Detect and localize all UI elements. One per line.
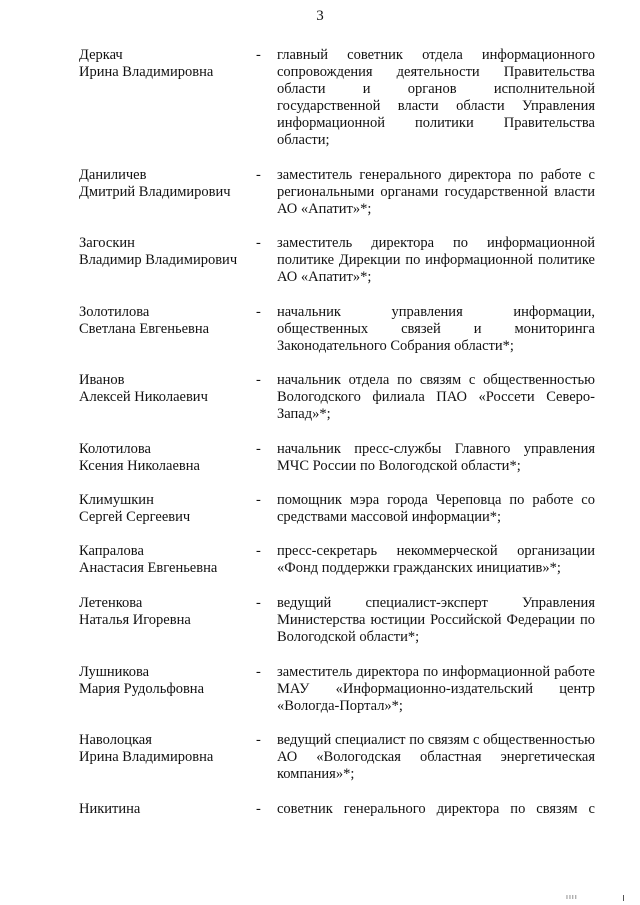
given-names: Анастасия Евгеньевна xyxy=(79,560,218,576)
surname: Никитина xyxy=(79,801,141,817)
dash-separator: - xyxy=(256,304,261,320)
surname: Загоскин xyxy=(79,235,135,251)
given-names: Ксения Николаевна xyxy=(79,458,200,474)
given-names: Ирина Владимировна xyxy=(79,749,214,765)
person-name xyxy=(79,372,254,406)
surname: Колотилова xyxy=(79,441,151,457)
dash-separator: - xyxy=(256,801,261,817)
given-names: Наталья Игоревна xyxy=(79,612,191,628)
person-name xyxy=(79,732,254,766)
position-description: ведущий специалист-эксперт Управления Министерства юстиции Российской Федерации по Вологодской области*; xyxy=(277,595,595,645)
dash-separator: - xyxy=(256,235,261,251)
dash-separator: - xyxy=(256,492,261,508)
given-names: Сергей Сергеевич xyxy=(79,509,191,525)
scan-mark: ıııı xyxy=(566,893,578,901)
person-name xyxy=(79,441,254,475)
person-name xyxy=(79,304,254,338)
position-description: ведущий специалист по связям с общественностью АО «Вологодская областная энергетическая компания»*; xyxy=(277,732,595,782)
position-description: начальник управления информации, общественных связей и мониторинга Законодательного Собрания области*; xyxy=(277,304,595,354)
given-names: Алексей Николаевич xyxy=(79,389,208,405)
person-name xyxy=(79,801,254,818)
surname: Даниличев xyxy=(79,167,147,183)
given-names: Светлана Евгеньевна xyxy=(79,321,210,337)
person-name xyxy=(79,235,254,269)
dash-separator: - xyxy=(256,167,261,183)
surname: Капралова xyxy=(79,543,144,559)
dash-separator: - xyxy=(256,664,261,680)
person-name xyxy=(79,167,254,201)
dash-separator: - xyxy=(256,372,261,388)
surname: Климушкин xyxy=(79,492,154,508)
dash-separator: - xyxy=(256,47,261,63)
person-name xyxy=(79,664,254,698)
person-name xyxy=(79,492,254,526)
page-number: 3 xyxy=(316,8,324,24)
position-description: заместитель директора по информационной политике Дирекции по информационной политике АО «Апатит»*; xyxy=(277,235,595,285)
dash-separator: - xyxy=(256,543,261,559)
surname: Деркач xyxy=(79,47,123,63)
position-description: пресс-секретарь некоммерческой организации «Фонд поддержки гражданских инициатив»*; xyxy=(277,543,595,576)
position-description: помощник мэра города Череповца по работе со средствами массовой информации*; xyxy=(277,492,595,525)
surname: Иванов xyxy=(79,372,125,388)
position-description: заместитель директора по информационной работе МАУ «Информационно-издательский центр «Вологда-Портал»*; xyxy=(277,664,595,714)
position-description: главный советник отдела информационного сопровождения деятельности Правительства области и органов исполнительной государственной власти области Управления информационной политики Правительства области; xyxy=(277,47,595,148)
given-names: Дмитрий Владимирович xyxy=(79,184,231,200)
position-description: начальник отдела по связям с общественностью Вологодского филиала ПАО «Россети Северо-Запад»*; xyxy=(277,372,595,422)
surname: Летенкова xyxy=(79,595,143,611)
dash-separator: - xyxy=(256,732,261,748)
surname: Лушникова xyxy=(79,664,150,680)
dash-separator: - xyxy=(256,595,261,611)
dash-separator: - xyxy=(256,441,261,457)
position-description: начальник пресс-службы Главного управления МЧС России по Вологодской области*; xyxy=(277,441,595,474)
person-name xyxy=(79,543,254,577)
scan-tick xyxy=(623,895,624,901)
position-description: заместитель генерального директора по работе с региональными органами государственной власти АО «Апатит»*; xyxy=(277,167,595,217)
surname: Наволоцкая xyxy=(79,732,152,748)
surname: Золотилова xyxy=(79,304,150,320)
person-name xyxy=(79,595,254,629)
person-name xyxy=(79,47,254,81)
given-names: Ирина Владимировна xyxy=(79,64,214,80)
given-names: Мария Рудольфовна xyxy=(79,681,205,697)
given-names: Владимир Владимирович xyxy=(79,252,238,268)
position-description: советник генерального директора по связям с xyxy=(277,801,595,817)
